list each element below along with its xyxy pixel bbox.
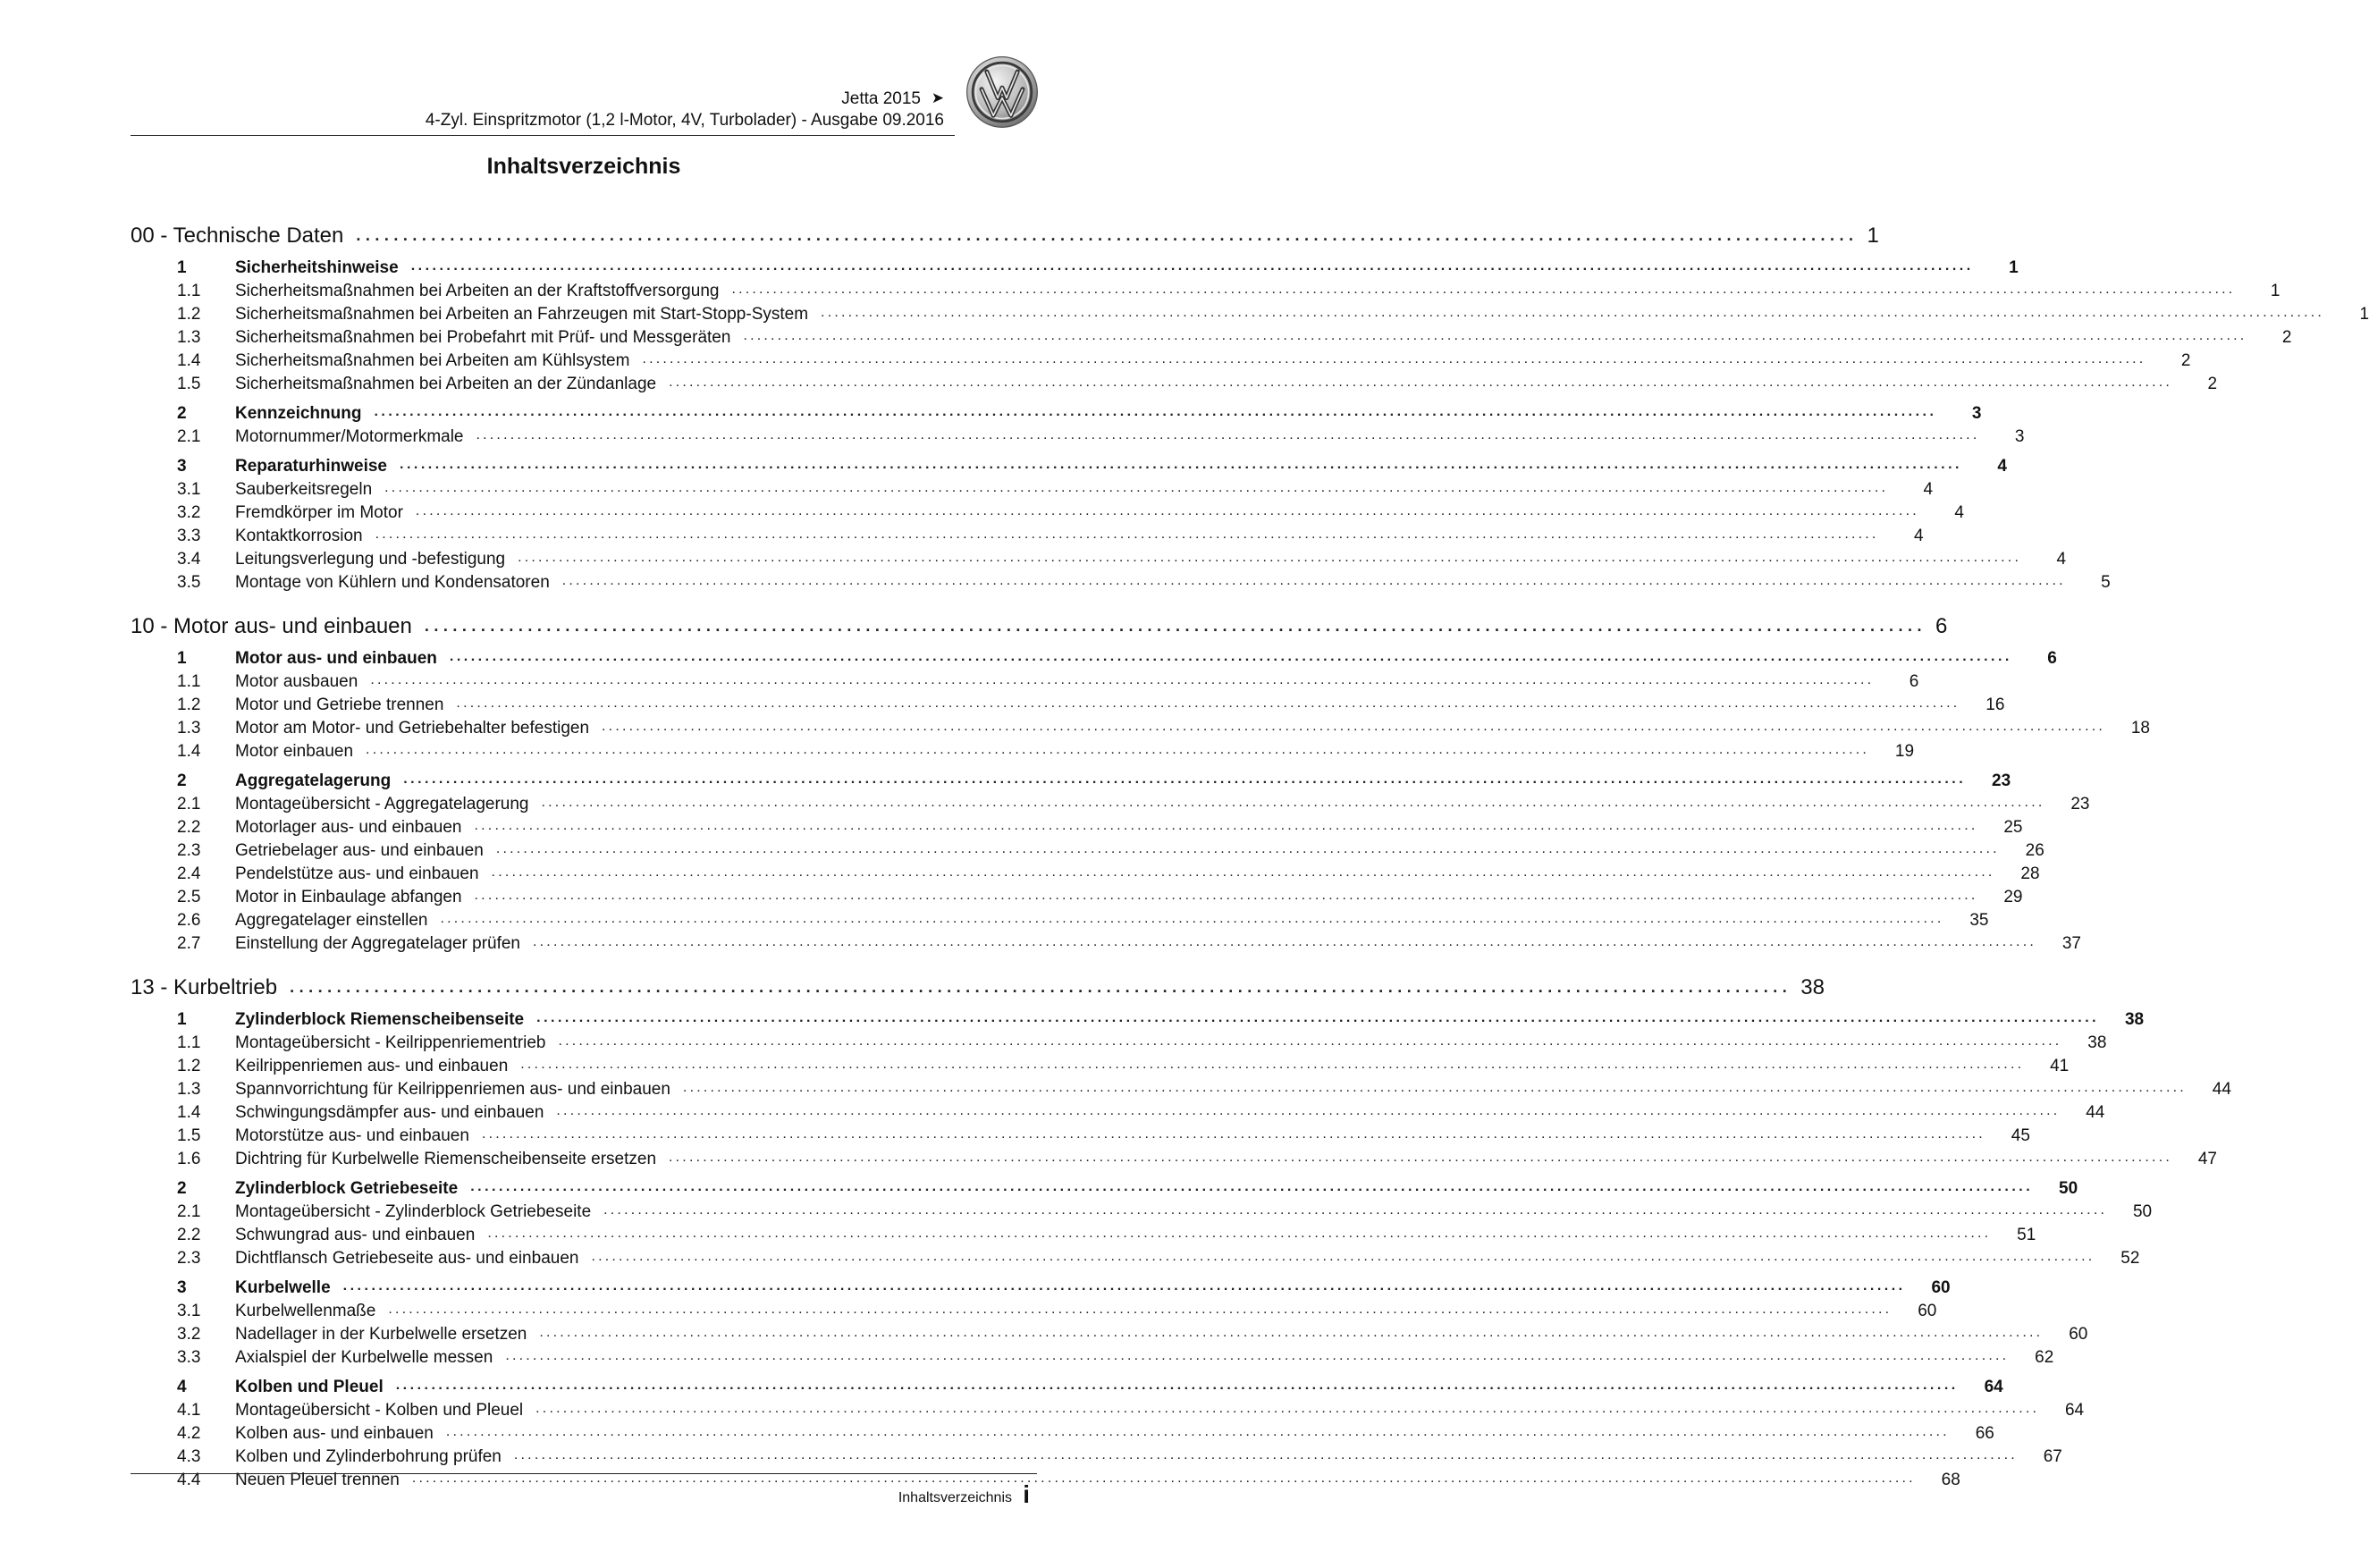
entry-number: 1.1: [177, 1033, 201, 1052]
entry-title: Aggregatelager einstellen: [235, 911, 428, 930]
toc-entry[interactable]: [131, 1100, 2105, 1123]
section-number: 1: [177, 258, 187, 277]
chapter-title: 13 - Kurbeltrieb: [131, 975, 278, 999]
entry-number: 1.1: [177, 672, 201, 691]
chapter-title: 00 - Technische Daten: [131, 223, 344, 248]
entry-page-number: 60: [1918, 1302, 1937, 1320]
entry-page-number: 6: [1909, 672, 1919, 691]
dot-leader: ............................................................................................................................................................................................................................: [374, 404, 1937, 419]
toc-entry[interactable]: [131, 371, 2218, 394]
entry-title: Motorstütze aus- und einbauen: [235, 1126, 469, 1145]
section-page-number: 50: [2059, 1179, 2078, 1198]
dot-leader: ............................................................................................................................................................................................................................: [375, 527, 1879, 542]
entry-title: Sicherheitsmaßnahmen bei Arbeiten am Kühlsystem: [235, 351, 630, 370]
toc-chapter: [131, 965, 2231, 1490]
entry-number: 3.2: [177, 503, 201, 522]
toc-entry[interactable]: [131, 476, 1934, 500]
section-number: 1: [177, 1010, 187, 1029]
entry-number: 1.4: [177, 1103, 201, 1122]
entry-title: Einstellung der Aggregatelager prüfen: [235, 934, 521, 953]
entry-page-number: 2: [2281, 328, 2292, 347]
entry-title: Spannvorrichtung für Keilrippenriemen aus- und einbauen: [235, 1080, 670, 1099]
entry-number: 4.2: [177, 1424, 201, 1443]
toc-entry[interactable]: [131, 1298, 1937, 1321]
entry-page-number: 41: [2050, 1057, 2070, 1075]
toc-entry[interactable]: [131, 1199, 2153, 1222]
entry-page-number: 4: [2056, 550, 2067, 569]
entry-title: Kurbelwellenmaße: [235, 1302, 376, 1320]
entry-title: Dichtflansch Getriebeseite aus- und einbauen: [235, 1249, 579, 1268]
dot-leader: ............................................................................................................................................................................................................................: [731, 282, 2236, 297]
dot-leader: ............................................................................................................................................................................................................................: [411, 1471, 1916, 1486]
section-title: Zylinderblock Riemenscheibenseite: [235, 1010, 525, 1029]
section-title: Sicherheitshinweise: [235, 258, 399, 277]
entry-number: 2.4: [177, 864, 201, 883]
section-number: 2: [177, 404, 187, 423]
entry-page-number: 35: [1969, 911, 1989, 930]
page-title: Inhaltsverzeichnis: [486, 154, 681, 179]
dot-leader: ............................................................................................................................................................................................................................: [474, 818, 1978, 833]
entry-title: Nadellager in der Kurbelwelle ersetzen: [235, 1325, 527, 1344]
dot-leader: ............................................................................................................................................................................................................................: [410, 258, 1974, 274]
entry-number: 4.3: [177, 1447, 201, 1466]
toc-entry[interactable]: [131, 1222, 2036, 1245]
dot-leader: ............................................................................................................................................................................................................................: [470, 1179, 2034, 1194]
entry-number: 1.3: [177, 1080, 201, 1099]
entry-number: 3.3: [177, 1348, 201, 1367]
dot-leader: ............................................................................................................................................................................................................................: [539, 1325, 2044, 1340]
dot-leader: ............................................................................................................................................................................................................................: [384, 480, 1889, 495]
entry-number: 3.1: [177, 1302, 201, 1320]
toc-section: [131, 453, 2111, 593]
entry-page-number: 16: [1985, 695, 2005, 714]
entry-number: 2.6: [177, 911, 201, 930]
entry-page-number: 67: [2043, 1447, 2062, 1466]
entry-page-number: 18: [2130, 719, 2150, 738]
toc-section: [131, 400, 2025, 447]
section-title: Kurbelwelle: [235, 1278, 331, 1297]
header-model: Jetta 2015: [841, 89, 921, 108]
dot-leader: ............................................................................................................................................................................................................................: [743, 328, 2247, 343]
entry-page-number: 68: [1941, 1471, 1960, 1489]
dot-leader: ............................................................................................................................................................................................................................: [602, 719, 2105, 734]
entry-number: 2.5: [177, 888, 201, 906]
section-number: 4: [177, 1378, 187, 1396]
entry-page-number: 44: [2086, 1103, 2105, 1122]
table-of-contents: [131, 213, 2369, 1490]
page-header: [131, 86, 955, 136]
entry-number: 2.2: [177, 1226, 201, 1244]
section-number: 3: [177, 1278, 187, 1297]
dot-leader: ............................................................................................................................................................................................................................: [669, 375, 2173, 390]
footer-label: Inhaltsverzeichnis: [898, 1490, 1012, 1505]
dot-leader: ............................................................................................................................................................................................................................: [495, 841, 2000, 856]
toc-entry[interactable]: [131, 1397, 2085, 1420]
section-title: Kennzeichnung: [235, 404, 362, 423]
dot-leader: ................................................................................................................................................................: [424, 617, 1927, 635]
toc-section: [131, 768, 2090, 954]
entry-title: Montageübersicht - Zylinderblock Getriebeseite: [235, 1202, 592, 1221]
toc-entry[interactable]: [131, 1444, 2062, 1467]
entry-number: 3.1: [177, 480, 201, 499]
chapter-page-number: 6: [1935, 614, 1948, 638]
entry-title: Keilrippenriemen aus- und einbauen: [235, 1057, 509, 1075]
entry-number: 1.4: [177, 742, 201, 761]
dot-leader: ............................................................................................................................................................................................................................: [456, 695, 1960, 711]
section-number: 2: [177, 771, 187, 790]
dot-leader: ............................................................................................................................................................................................................................: [603, 1202, 2108, 1218]
toc-entry[interactable]: [131, 1076, 2231, 1100]
dot-leader: ............................................................................................................................................................................................................................: [556, 1103, 2061, 1118]
entry-number: 1.2: [177, 695, 201, 714]
section-title: Kolben und Pleuel: [235, 1378, 384, 1396]
dot-leader: ............................................................................................................................................................................................................................: [558, 1033, 2062, 1049]
entry-number: 1.2: [177, 305, 201, 324]
entry-title: Sicherheitsmaßnahmen bei Arbeiten an Fahrzeugen mit Start-Stopp-System: [235, 305, 809, 324]
section-heading[interactable]: [131, 1275, 1951, 1298]
section-page-number: 6: [2047, 649, 2057, 668]
toc-entry[interactable]: [131, 325, 2292, 348]
toc-section: [131, 1007, 2231, 1169]
dot-leader: ............................................................................................................................................................................................................................: [561, 573, 2066, 588]
toc-entry[interactable]: [131, 791, 2090, 814]
entry-title: Motor einbauen: [235, 742, 354, 761]
toc-entry[interactable]: [131, 692, 2005, 715]
entry-number: 2.1: [177, 427, 201, 446]
toc-entry[interactable]: [131, 1321, 2088, 1345]
toc-chapter: [131, 603, 2150, 954]
toc-section: [131, 255, 2369, 394]
chapter-page-number: 1: [1867, 223, 1879, 248]
arrow-right-icon: ➤: [931, 89, 944, 106]
entry-title: Schwingungsdämpfer aus- und einbauen: [235, 1103, 544, 1122]
dot-leader: ................................................................................................................................................................: [290, 978, 1792, 996]
chapter-title: 10 - Motor aus- und einbauen: [131, 614, 412, 638]
section-title: Aggregatelagerung: [235, 771, 392, 790]
entry-title: Schwungrad aus- und einbauen: [235, 1226, 476, 1244]
entry-title: Pendelstütze aus- und einbauen: [235, 864, 479, 883]
toc-entry[interactable]: [131, 523, 1924, 546]
entry-page-number: 47: [2197, 1150, 2217, 1168]
toc-entry[interactable]: [131, 838, 2044, 861]
toc-entry[interactable]: [131, 738, 1915, 762]
section-page-number: 3: [1971, 404, 1982, 423]
entry-number: 1.2: [177, 1057, 201, 1075]
toc-entry[interactable]: [131, 931, 2081, 954]
entry-page-number: 38: [2087, 1033, 2107, 1052]
header-divider: [131, 135, 955, 136]
footer-page-number: i: [1023, 1480, 1030, 1508]
chapter-heading[interactable]: [131, 603, 1948, 639]
entry-title: Motor am Motor- und Getriebehalter befestigen: [235, 719, 590, 738]
entry-number: 3.2: [177, 1325, 201, 1344]
entry-page-number: 50: [2132, 1202, 2153, 1221]
toc-entry[interactable]: [131, 1467, 1960, 1490]
entry-page-number: 4: [1923, 480, 1934, 499]
dot-leader: ............................................................................................................................................................................................................................: [440, 911, 1944, 926]
toc-chapter: [131, 213, 2369, 593]
chapter-heading[interactable]: [131, 965, 1825, 1000]
dot-leader: ............................................................................................................................................................................................................................: [513, 1447, 2018, 1463]
section-heading[interactable]: [131, 1374, 2003, 1397]
entry-number: 1.3: [177, 719, 201, 738]
section-number: 3: [177, 457, 187, 476]
toc-entry[interactable]: [131, 546, 2067, 569]
entry-page-number: 28: [2020, 864, 2040, 883]
entry-title: Fremdkörper im Motor: [235, 503, 403, 522]
entry-number: 1.5: [177, 375, 201, 393]
header-subtitle: 4-Zyl. Einspritzmotor (1,2 l-Motor, 4V, Turbolader) - Ausgabe 09.2016: [425, 111, 944, 130]
toc-entry[interactable]: [131, 907, 1989, 931]
entry-title: Neuen Pleuel trennen: [235, 1471, 400, 1489]
entry-page-number: 25: [2003, 818, 2023, 837]
entry-page-number: 23: [2070, 795, 2090, 814]
dot-leader: ............................................................................................................................................................................................................................: [535, 1401, 2040, 1416]
entry-page-number: 2: [2207, 375, 2218, 393]
toc-entry[interactable]: [131, 1030, 2107, 1053]
toc-entry[interactable]: [131, 1053, 2070, 1076]
dot-leader: ............................................................................................................................................................................................................................: [491, 864, 1995, 880]
toc-entry[interactable]: [131, 884, 2023, 907]
dot-leader: ............................................................................................................................................................................................................................: [821, 305, 2325, 320]
dot-leader: ............................................................................................................................................................................................................................: [481, 1126, 1985, 1142]
entry-page-number: 44: [2212, 1080, 2231, 1099]
section-title: Zylinderblock Getriebeseite: [235, 1179, 459, 1198]
dot-leader: ............................................................................................................................................................................................................................: [403, 771, 1967, 787]
toc-entry[interactable]: [131, 1420, 1994, 1444]
dot-leader: ............................................................................................................................................................................................................................: [541, 795, 2045, 810]
entry-page-number: 26: [2025, 841, 2044, 860]
toc-entry[interactable]: [131, 1345, 2054, 1368]
entry-number: 3.3: [177, 527, 201, 545]
entry-title: Motor ausbauen: [235, 672, 358, 691]
entry-page-number: 66: [1975, 1424, 1994, 1443]
entry-page-number: 52: [2120, 1249, 2140, 1268]
entry-number: 2.1: [177, 795, 201, 814]
entry-title: Sicherheitsmaßnahmen bei Arbeiten an der Zündanlage: [235, 375, 657, 393]
dot-leader: ............................................................................................................................................................................................................................: [505, 1348, 2010, 1363]
section-heading[interactable]: [131, 1007, 2145, 1030]
entry-number: 2.3: [177, 841, 201, 860]
entry-number: 1.5: [177, 1126, 201, 1145]
entry-page-number: 2: [2180, 351, 2191, 370]
section-page-number: 64: [1984, 1378, 2003, 1396]
entry-title: Montageübersicht - Keilrippenriementrieb: [235, 1033, 546, 1052]
entry-page-number: 29: [2003, 888, 2023, 906]
entry-number: 1.1: [177, 282, 201, 300]
entry-number: 4.4: [177, 1471, 201, 1489]
entry-page-number: 3: [2014, 427, 2025, 446]
section-page-number: 4: [1997, 457, 2007, 476]
entry-title: Kolben und Zylinderbohrung prüfen: [235, 1447, 502, 1466]
entry-title: Axialspiel der Kurbelwelle messen: [235, 1348, 493, 1367]
entry-page-number: 45: [2011, 1126, 2030, 1145]
entry-title: Motornummer/Motormerkmale: [235, 427, 464, 446]
entry-number: 2.2: [177, 818, 201, 837]
section-heading[interactable]: [131, 1176, 2078, 1199]
entry-title: Montage von Kühlern und Kondensatoren: [235, 573, 550, 592]
toc-entry[interactable]: [131, 715, 2150, 738]
chapter-heading[interactable]: [131, 213, 1879, 249]
vw-logo-icon: [965, 55, 1039, 129]
section-title: Reparaturhinweise: [235, 457, 387, 476]
dot-leader: ............................................................................................................................................................................................................................: [591, 1249, 2095, 1264]
dot-leader: ............................................................................................................................................................................................................................: [449, 649, 2012, 664]
toc-entry[interactable]: [131, 1146, 2217, 1169]
entry-page-number: 64: [2064, 1401, 2085, 1420]
section-heading[interactable]: [131, 453, 2007, 476]
section-page-number: 23: [1992, 771, 2011, 790]
entry-number: 4.1: [177, 1401, 201, 1420]
toc-entry[interactable]: [131, 569, 2111, 593]
toc-entry[interactable]: [131, 301, 2369, 325]
toc-entry[interactable]: [131, 1123, 2030, 1146]
entry-number: 1.3: [177, 328, 201, 347]
dot-leader: ............................................................................................................................................................................................................................: [487, 1226, 1992, 1241]
entry-title: Sicherheitsmaßnahmen bei Arbeiten an der Kraftstoffversorgung: [235, 282, 720, 300]
dot-leader: ............................................................................................................................................................................................................................: [474, 888, 1978, 903]
dot-leader: ............................................................................................................................................................................................................................: [669, 1150, 2172, 1165]
toc-entry[interactable]: [131, 861, 2040, 884]
entry-title: Sicherheitsmaßnahmen bei Probefahrt mit Prüf- und Messgeräten: [235, 328, 731, 347]
toc-section: [131, 645, 2150, 762]
entry-page-number: 19: [1894, 742, 1915, 761]
entry-title: Leitungsverlegung und -befestigung: [235, 550, 506, 569]
entry-number: 1.4: [177, 351, 201, 370]
entry-title: Montageübersicht - Kolben und Pleuel: [235, 1401, 524, 1420]
dot-leader: ............................................................................................................................................................................................................................: [415, 503, 1919, 518]
toc-entry[interactable]: [131, 669, 1919, 692]
entry-number: 3.4: [177, 550, 201, 569]
entry-title: Sauberkeitsregeln: [235, 480, 373, 499]
dot-leader: ............................................................................................................................................................................................................................: [682, 1080, 2187, 1095]
dot-leader: ............................................................................................................................................................................................................................: [536, 1010, 2100, 1025]
toc-entry[interactable]: [131, 278, 2280, 301]
section-page-number: 1: [2009, 258, 2019, 277]
section-page-number: 60: [1931, 1278, 1951, 1297]
entry-page-number: 5: [2101, 573, 2111, 592]
entry-number: 3.5: [177, 573, 201, 592]
dot-leader: ............................................................................................................................................................................................................................: [342, 1278, 1906, 1294]
dot-leader: ............................................................................................................................................................................................................................: [476, 427, 1980, 443]
section-heading[interactable]: [131, 255, 2019, 278]
entry-title: Motor und Getriebe trennen: [235, 695, 444, 714]
entry-title: Montageübersicht - Aggregatelagerung: [235, 795, 529, 814]
entry-number: 2.3: [177, 1249, 201, 1268]
section-page-number: 38: [2124, 1010, 2145, 1029]
entry-title: Dichtring für Kurbelwelle Riemenscheibenseite ersetzen: [235, 1150, 657, 1168]
section-heading[interactable]: [131, 645, 2057, 669]
toc-section: [131, 1176, 2153, 1269]
entry-page-number: 51: [2017, 1226, 2036, 1244]
footer-divider: [131, 1473, 1037, 1474]
entry-page-number: 1: [2270, 282, 2280, 300]
dot-leader: ............................................................................................................................................................................................................................: [642, 351, 2146, 367]
section-number: 2: [177, 1179, 187, 1198]
toc-entry[interactable]: [131, 1245, 2140, 1269]
entry-page-number: 60: [2069, 1325, 2088, 1344]
entry-number: 1.6: [177, 1150, 201, 1168]
toc-entry[interactable]: [131, 500, 1964, 523]
dot-leader: ............................................................................................................................................................................................................................: [366, 742, 1870, 757]
section-heading[interactable]: [131, 400, 1982, 424]
entry-page-number: 4: [1954, 503, 1964, 522]
chapter-page-number: 38: [1800, 975, 1825, 999]
entry-number: 2.1: [177, 1202, 201, 1221]
section-heading[interactable]: [131, 768, 2011, 791]
dot-leader: ............................................................................................................................................................................................................................: [388, 1302, 1893, 1317]
section-title: Motor aus- und einbauen: [235, 649, 437, 668]
dot-leader: ............................................................................................................................................................................................................................: [533, 934, 2036, 949]
entry-title: Kontaktkorrosion: [235, 527, 363, 545]
section-number: 1: [177, 649, 187, 668]
dot-leader: ................................................................................................................................................................: [356, 226, 1859, 244]
entry-title: Motor in Einbaulage abfangen: [235, 888, 462, 906]
toc-entry[interactable]: [131, 424, 2025, 447]
entry-page-number: 1: [2359, 305, 2369, 324]
toc-entry[interactable]: [131, 814, 2023, 838]
entry-title: Motorlager aus- und einbauen: [235, 818, 462, 837]
entry-page-number: 37: [2061, 934, 2081, 953]
toc-section: [131, 1275, 2088, 1368]
entry-title: Getriebelager aus- und einbauen: [235, 841, 484, 860]
dot-leader: ............................................................................................................................................................................................................................: [395, 1378, 1959, 1393]
entry-page-number: 62: [2035, 1348, 2054, 1367]
dot-leader: ............................................................................................................................................................................................................................: [518, 550, 2022, 565]
dot-leader: ............................................................................................................................................................................................................................: [400, 457, 1962, 472]
entry-page-number: 4: [1913, 527, 1924, 545]
dot-leader: ............................................................................................................................................................................................................................: [520, 1057, 2025, 1072]
toc-entry[interactable]: [131, 348, 2191, 371]
dot-leader: ............................................................................................................................................................................................................................: [370, 672, 1875, 687]
entry-title: Kolben aus- und einbauen: [235, 1424, 434, 1443]
dot-leader: ............................................................................................................................................................................................................................: [445, 1424, 1950, 1439]
entry-number: 2.7: [177, 934, 201, 953]
